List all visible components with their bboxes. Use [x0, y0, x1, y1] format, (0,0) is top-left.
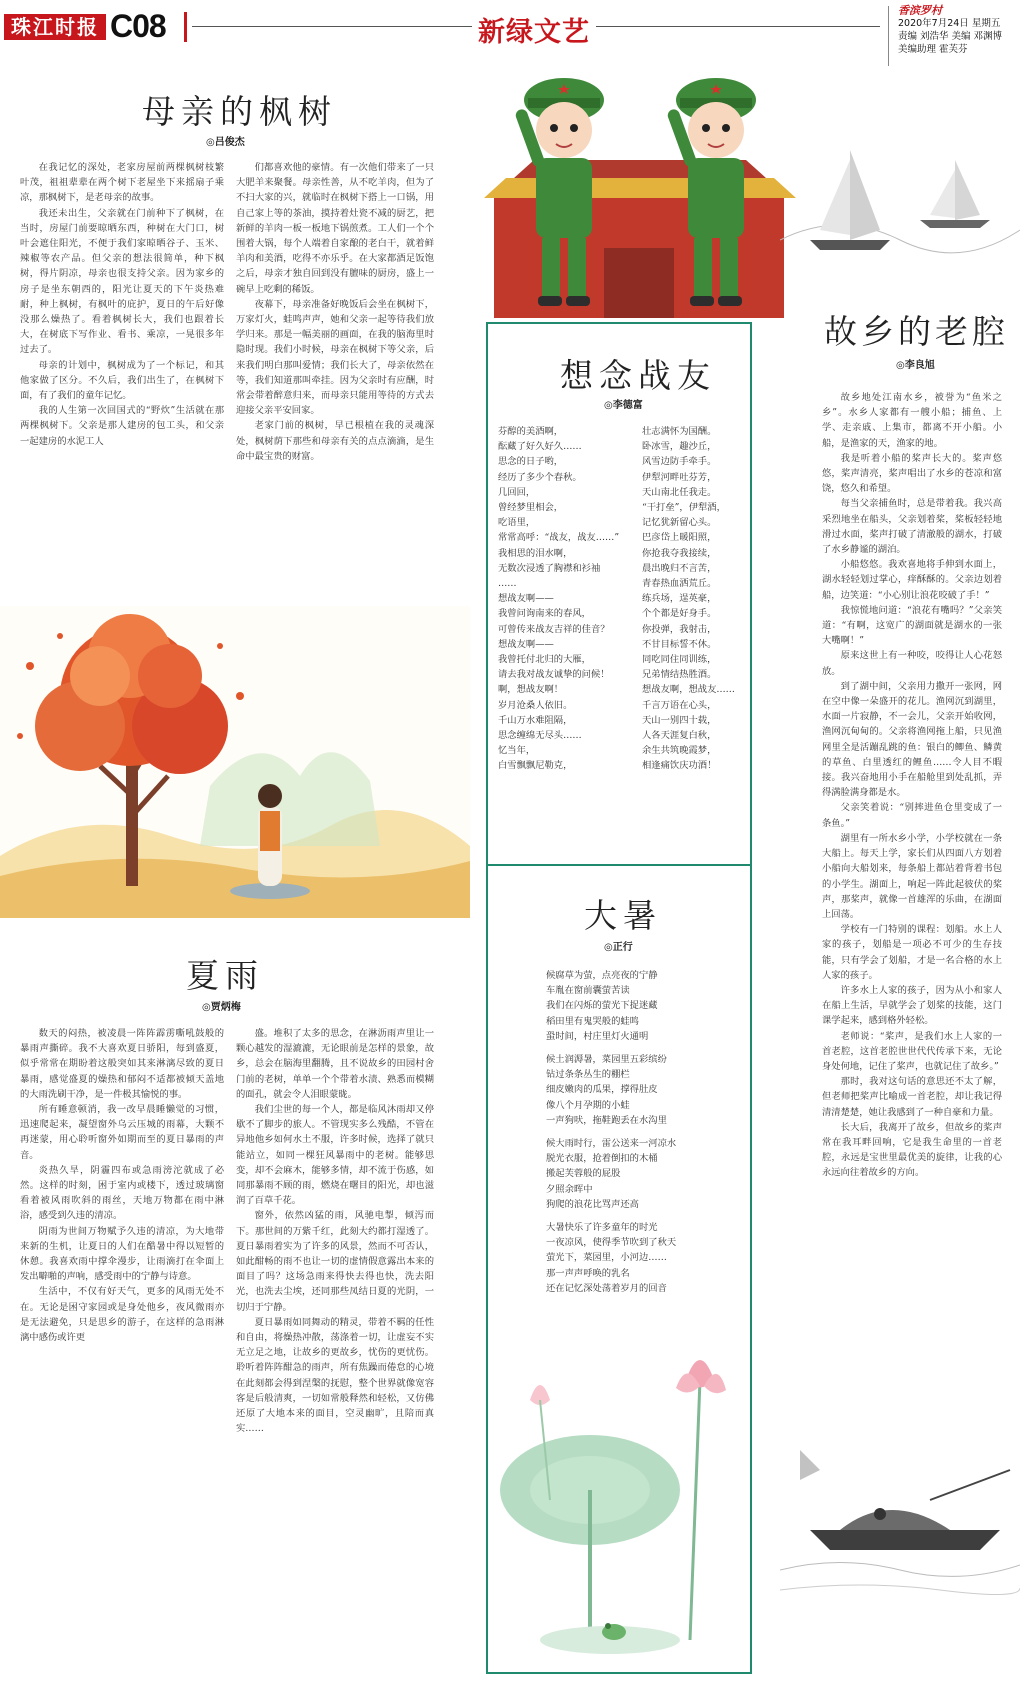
- stanza-gap: [546, 1128, 736, 1136]
- poem-line: 经历了多少个春秋。: [498, 471, 582, 483]
- poem-line: 岁月沧桑人依旧。: [498, 699, 573, 711]
- poem-line: 人各天涯复白秋，: [642, 730, 717, 742]
- poem-line: 候腐草为萤，点亮夜的宁静: [546, 970, 658, 981]
- poem-line: 候土润溽暑，菜园里五彩缤纷: [546, 1054, 667, 1066]
- poem-line: 风雪边防手牵手。: [642, 456, 717, 468]
- paper-logo: 珠江时报: [4, 14, 106, 40]
- poem-line: 忆当年，: [498, 745, 536, 757]
- poem-line: 你投弹，我射击，: [642, 623, 717, 635]
- byline-warrior: ◎李德富: [604, 400, 643, 411]
- poem-line: 常常高呼：“战友，战友……”: [498, 532, 620, 544]
- page-number: C08: [110, 8, 166, 44]
- article-title-heat: 大暑: [584, 896, 662, 935]
- issue-date: 2020年7月24日 星期五: [898, 18, 1001, 29]
- masthead-divider: [888, 6, 889, 66]
- article-body-rain-col1: [20, 1026, 224, 1662]
- poem-line: 啊，想战友啊！: [498, 684, 564, 696]
- poem-line: 一声狗吠，拖鞋跑丢在水沟里: [546, 1114, 667, 1126]
- lotus-illustration: [490, 1340, 744, 1668]
- poem-line: 伊犁河畔吐芬芳，: [642, 471, 717, 483]
- poem-heat: [546, 968, 736, 1338]
- poem-line: 我曾托付北归的大雁，: [498, 654, 591, 666]
- poem-line: 天山南北任我走。: [642, 486, 717, 498]
- paragraph: 父亲笑着说：“别摔进鱼仓里变成了一条鱼。”: [822, 802, 1002, 829]
- poem-line: 大暑快乐了许多童年的时光: [546, 1222, 658, 1234]
- paragraph: 夜幕下，母亲准备好晚饭后会坐在枫树下，万家灯火，蛙鸣声声，她和父亲一起等待我们放学归来。那是一幅美丽的画面，在我的脑海里时隐时现。我们小时候，母亲在枫树下等父亲，后来我们明白那叫爱情；我们长大了，母亲依然在等，我们知道那叫牵挂。因为父亲时有应酬，时常会带着醉意归来，而母亲只能用等待的方式去迎接父亲平安回家。: [236, 298, 434, 417]
- poem-line: 可曾传来战友吉祥的佳音？: [498, 623, 610, 635]
- editor-credit: 责编 刘浩华 美编 邓渊博: [898, 31, 1003, 42]
- paragraph: 许多水上人家的孩子，因为从小和家人在船上生活，早就学会了划桨的技能，这门课学起来，感到格外轻松。: [822, 984, 1002, 1027]
- byline-heat: ◎正行: [604, 942, 633, 953]
- paragraph: 老家门前的枫树，早已根植在我的灵魂深处，枫树荫下那些和母亲有关的点点滴滴，是生命中最宝贵的财富。: [236, 420, 434, 462]
- poem-line: 像八个月孕期的小蛙: [546, 1099, 630, 1111]
- article-title-rain: 夏雨: [186, 956, 264, 995]
- paragraph: 老师说：“桨声，是我们水上人家的一首老腔，这首老腔世世代代传承下来，无论身处何地，记住了桨声，也就记住了故乡。”: [822, 1030, 1002, 1072]
- poem-line: 天山一别四十载，: [642, 714, 717, 726]
- paragraph: 我惊慌地问道：“浪花有嘴吗？”父亲笑道：“有啊，这宽广的湖面就是湖水的一张大嘴啊！”: [822, 604, 1002, 647]
- poem-line: 无数次浸透了胸襟和衫袖: [498, 562, 601, 574]
- poem-warrior-col1: [498, 424, 636, 794]
- poem-line: 芬醇的美酒啊，: [498, 426, 564, 437]
- paragraph: 故乡地处江南水乡，被誉为“鱼米之乡”。水乡人家都有一艘小船；捕鱼、上学、走亲戚、上集市，都离不开小船。小船，是渔家的天，渔家的地。: [822, 392, 1002, 449]
- poem-line: 想战友啊——: [498, 638, 554, 650]
- poem-line: 思念缠绵无尽头……: [498, 730, 582, 742]
- paragraph: 每当父亲捕鱼时，总是带着我。我兴高采烈地坐在船头，父亲划着桨，桨板轻轻地滑过水面，桨声打破了清澈般的湖水，打破了水乡静谧的湖泊。: [822, 498, 1002, 556]
- poem-line: 萤光下，菜园里，小河边……: [546, 1252, 667, 1264]
- poem-line: 青春热血洒荒丘。: [642, 578, 717, 590]
- masthead-meta: [898, 4, 1024, 56]
- fishing-boat-illustration: [780, 1440, 1020, 1670]
- poem-line: 想战友啊——: [498, 593, 554, 605]
- paragraph: 母亲的计划中，枫树成为了一个标记，和其他家做了区分。不久后，我们出生了，在枫树下面，有了我们的童年记忆。: [20, 359, 224, 402]
- article-body-maple-col2: [236, 160, 434, 596]
- paragraph: 那时，我对这句话的意思还不太了解，但老师把桨声比喻成一首老腔，却让我记得清清楚楚，她让我感到了一种自豪和力量。: [822, 1076, 1002, 1118]
- article-body-tune: [822, 390, 1002, 1404]
- poem-line: 晨出晚归不言苦，: [642, 562, 717, 574]
- paragraph: 我是听着小船的桨声长大的。桨声悠悠，桨声清亮，桨声唱出了水乡的苍凉和富饶，悠久和希望。: [822, 452, 1002, 495]
- stanza-gap: [546, 1212, 736, 1220]
- poem-warrior-col2: [642, 424, 742, 794]
- poem-line: 相逢痛饮庆功酒！: [642, 760, 717, 772]
- boats-illustration: [780, 90, 1020, 276]
- poem-line: 稻田里有鬼哭般的蛙鸣: [546, 1015, 639, 1027]
- paragraph: 在我记忆的深处，老家房屋前两棵枫树枝繁叶茂，祖祖辈辈在两个树下老屋坐下来摇扇子乘凉，那枫树下，是老母亲的故事。: [20, 162, 224, 204]
- poem-line: 曾经梦里相会，: [498, 502, 564, 514]
- paragraph: 所有睡意顿消，我一改早晨睡懒觉的习惯，迅速爬起来，凝望窗外乌云压城的雨幕，大颗不再迷蒙，用心聆听窗外如期而至的夏日暴雨的声音。: [20, 1104, 224, 1161]
- poem-line: 一夜凉风，使得季节吹到了秋天: [546, 1237, 677, 1249]
- poem-line: 巴彦岱上暖阳照，: [642, 532, 717, 544]
- poem-line: 千言万语在心头，: [642, 699, 717, 711]
- masthead-red-bar: [184, 12, 187, 42]
- article-title-tune: 故乡的老腔: [824, 312, 1009, 351]
- brand-logo: 香滨罗村: [898, 4, 942, 17]
- poem-line: ……: [498, 578, 517, 590]
- poem-line: 思念的日子哟，: [498, 456, 564, 468]
- article-title-maple: 母亲的枫树: [142, 92, 337, 131]
- poem-line: 夕照余晖中: [546, 1183, 593, 1195]
- byline-maple: ◎吕俊杰: [206, 137, 245, 148]
- poem-line: 车胤在窗前囊萤苦读: [546, 985, 630, 997]
- poem-line: 蛩时间，村庄里灯火通明: [546, 1030, 649, 1042]
- byline-rain: ◎贾炳梅: [202, 1002, 241, 1013]
- paragraph: 们都喜欢他的豪情。有一次他们带来了一只大肥羊来聚餐。母亲性善，从不吃羊肉，但为了不扫大家的兴，就临时在枫树下搭上一口锅，用自己家上等的茶油，摸持着灶瓷不减的厨艺，把新鲜的羊肉一板一板地下锅煎煮。工人们一个个围着大锅，每个人端着自家酿的老白干，就着鲜羊肉和美酒，吃得不亦乐乎。在大家都酒足饭饱之后，母亲才独自回到没有膻味的厨房，盛上一碗早上吃剩的稀饭。: [236, 162, 434, 295]
- paragraph: 原来这世上有一种咬，咬得让人心花怒放。: [822, 650, 1002, 677]
- soldiers-illustration: [484, 48, 796, 328]
- poem-line: 那一声声呼唤的乳名: [546, 1267, 630, 1279]
- poem-line: 我们在闪烁的萤光下捉迷藏: [546, 1000, 658, 1012]
- poem-line: 想战友啊，想战友……: [642, 684, 735, 696]
- paragraph: 长大后，我离开了故乡，但故乡的桨声常在我耳畔回响，它是我生命里的一首老腔，永远是宝世里最优美的旋律，让我的心永远向往着故乡的方向。: [822, 1121, 1002, 1179]
- paragraph: 到了湖中间，父亲用力撒开一张网，网在空中像一朵盛开的花儿。渔网沉到湖里，水面一片寂静，不一会儿，父亲开始收网，渔网沉甸甸的。父亲将渔网拖上船，只见渔网里全是活蹦乱跳的鱼：银白的鲫鱼、鳞黄的草鱼、白里透红的鲤鱼……令人目不暇接。我兴奋地用小手在船舱里到处乱抓，弄得满脸满身都是水。: [822, 680, 1002, 799]
- paragraph: 数天的闷热，被凌晨一阵阵霹雳嘶吼鼓般的暴雨声撕碎。我不大喜欢夏日骄阳，每到盛夏，似乎常常在期盼着这般突如其来淋漓尽致的夏日暴雨，感觉盛夏的燥热和郁闷不适都被倾天盖地的大雨洗刷干净，是一件极其愉悦的事。: [20, 1028, 224, 1100]
- byline-tune: ◎李良旭: [896, 360, 935, 371]
- poem-line: 白雪飘飘尼勒克，: [498, 760, 573, 772]
- poem-line: 你抢我夺我接续，: [642, 547, 717, 559]
- poem-line: 壮志满怀为国酬。: [642, 426, 717, 437]
- paragraph: 窗外，依然凶猛的雨，风驰电掣，倾泻而下。那世间的万紫千红，此刻大约都打湿透了。夏日暴雨着实为了许多的风景，然而不可否认，如此酣畅的雨不也让一切的虚情假意露出本来的面目了吗？这场急雨来得快去得也快，洗去阳光，也洗去尘埃，还同那些凤结日夏的光阴，一切归于宁静。: [236, 1210, 434, 1313]
- poem-line: 我相思的泪水啊，: [498, 547, 573, 559]
- maple-tree-illustration: [0, 606, 470, 918]
- poem-line: 个个都是好身手。: [642, 608, 717, 620]
- assistant-credit: 美编助理 霍芙芬: [898, 44, 968, 55]
- article-body-rain-col2: [236, 1026, 434, 1662]
- poem-line: 练兵场，逞英豪，: [642, 593, 717, 605]
- paragraph: 夏日暴雨如同舞动的精灵，带着不羁的任性和自由，将燥热冲散，荡涤着一切，让虚妄不实无立足之地，让故乡的更故乡，忧伤的更忧伤。聆听着阵阵酣急的雨声，所有焦躁而倦怠的心境在此刻都会得到涅槃的抚慰，整个世界就像宽容客是后般清爽，一切如常般释然和轻松，又仿佛还原了大地本来的面目，空灵幽旷，且陪而真实……: [236, 1316, 434, 1435]
- paragraph: 小船悠悠。我欢喜地将手伸到水面上，湖水轻轻划过掌心，痒酥酥的。父亲边划着船，边笑道：“小心别让浪花咬破了手！”: [822, 559, 1002, 601]
- paragraph: 炎热久旱，阴霾四布或急雨滂沱就成了必然。这样的时刻，困于室内或楼下，透过玻璃窗看着被风雨吹斜的雨丝，天地万物都在雨中淋浴，感受到久违的清凉。: [20, 1164, 224, 1222]
- poem-line: 狗爬的浪花比骂声还高: [546, 1198, 639, 1210]
- poem-line: 搬起芙蓉般的屁股: [546, 1168, 621, 1180]
- paragraph: 生活中，不仅有好天气，更多的风雨无处不在。无论是困守家园或是身处他乡，夜风微雨亦是无法避免，只是思乡的游子，在这样的急雨淋漓中感伤或许更: [20, 1286, 224, 1344]
- poem-line: 候大雨时行，雷公送来一河凉水: [546, 1138, 677, 1150]
- poem-line: 脱光衣服，抢着倒扣的木桶: [546, 1153, 658, 1165]
- poem-line: 余生共筑晚霞梦，: [642, 745, 717, 757]
- paragraph: 湖里有一所水乡小学，小学校就在一条大船上。每天上学，家长们从四面八方划着小船向大船划来，每条船上都站着背着书包的小学生。湖面上，响起一阵此起彼伏的桨声，那桨声，就像一首雄浑的乐曲，在湖面上回荡。: [822, 832, 1002, 920]
- article-title-warrior: 想念战友: [560, 356, 716, 395]
- poem-line: 酝藏了好久好久……: [498, 441, 582, 453]
- paragraph: 我们尘世的每一个人，都是临风沐雨却又停歇不了脚步的旅人。不管现实多么残酷，不管在异地他乡如何水土不服，许多时候，选择了就只能站立，如同一棵狂风暴雨中的老树。能够思变，却不会麻木，能够多情，却不流于伤感，如同那暴雨不顾的雨，燃烧在曙目的阳光，却也滋润了百草千花。: [236, 1104, 434, 1207]
- section-title: 新绿文艺: [478, 17, 590, 48]
- poem-line: 几回回，: [498, 486, 536, 498]
- paragraph: 盛。堆积了太多的思念，在淋沥雨声里让一颗心越发的湿漉漉，无论眼前是怎样的景象，故乡，总会在脑海里翻腾，且不说故乡的田园村舍门前的老树，单单一个个带着水渍、熟悉而模糊的面孔，就会令人泪眼蒙眬。: [236, 1028, 434, 1100]
- poem-line: 请去我对战友诚挚的问候！: [498, 669, 610, 681]
- poem-line: 记忆犹新留心头。: [642, 517, 717, 529]
- poem-line: 细皮嫩肉的瓜果，撑得肚皮: [546, 1084, 658, 1096]
- paragraph: 我还未出生，父亲就在门前种下了枫树，在当时，房屋门前要晾晒东西，种树在大门口，树叶会遮住阳光，不便于我们家晾晒谷子、玉米、辣椒等农产品。但父亲的想法很简单，种下枫树，得片阴凉，母亲也很支持父亲。因为家乡的房子是坐东朝西的，阳光让夏天的下午炎热难耐，种上枫树，有枫叶的庇护，夏日的午后好像没那么燥热了。看着枫树长大，我们也跟着长大，在树底下写作业、看书、乘凉，一晃很多年过去了。: [20, 207, 224, 356]
- paragraph: 学校有一门特别的课程：划船。水上人家的孩子，划船是一项必不可少的生存技能，只有学会了划船，才是一名合格的水上人家的孩子。: [822, 924, 1002, 981]
- poem-line: 同吃同住同训练，: [642, 654, 717, 666]
- poem-line: 吃语里，: [498, 517, 536, 529]
- poem-line: 我曾问询南来的春风，: [498, 608, 591, 620]
- poem-line: 钻过条条丛生的棚栏: [546, 1069, 630, 1081]
- poem-line: 兄弟情结热胜酒。: [642, 669, 717, 681]
- masthead-rule-left: [192, 26, 472, 27]
- masthead-rule-right: [596, 26, 880, 27]
- poem-line: 卧冰雪，趣沙丘，: [642, 441, 717, 453]
- paragraph: 阴雨为世间万物赋予久违的清凉，为大地带来新的生机，让夏日的人们在酷暑中得以短暂的休憩。我喜欢雨中撑伞漫步，让雨滴打在伞面上发出噼啪的声响，感受雨中的宁静与诗意。: [20, 1225, 224, 1283]
- poem-line: “干打垒”，伊犁酒，: [642, 502, 726, 514]
- article-body-maple-col1: [20, 160, 224, 596]
- poem-line: 还在记忆深处荡着岁月的回音: [546, 1282, 667, 1294]
- paragraph: 我的人生第一次回国式的“野炊”生活就在那两棵枫树下。父亲是那人建房的包工头，和父亲一起建房的水泥工人: [20, 405, 224, 447]
- poem-line: 不甘目标誓不休。: [642, 638, 717, 650]
- stanza-gap: [546, 1044, 736, 1052]
- poem-line: 千山万水难阻隔，: [498, 714, 573, 726]
